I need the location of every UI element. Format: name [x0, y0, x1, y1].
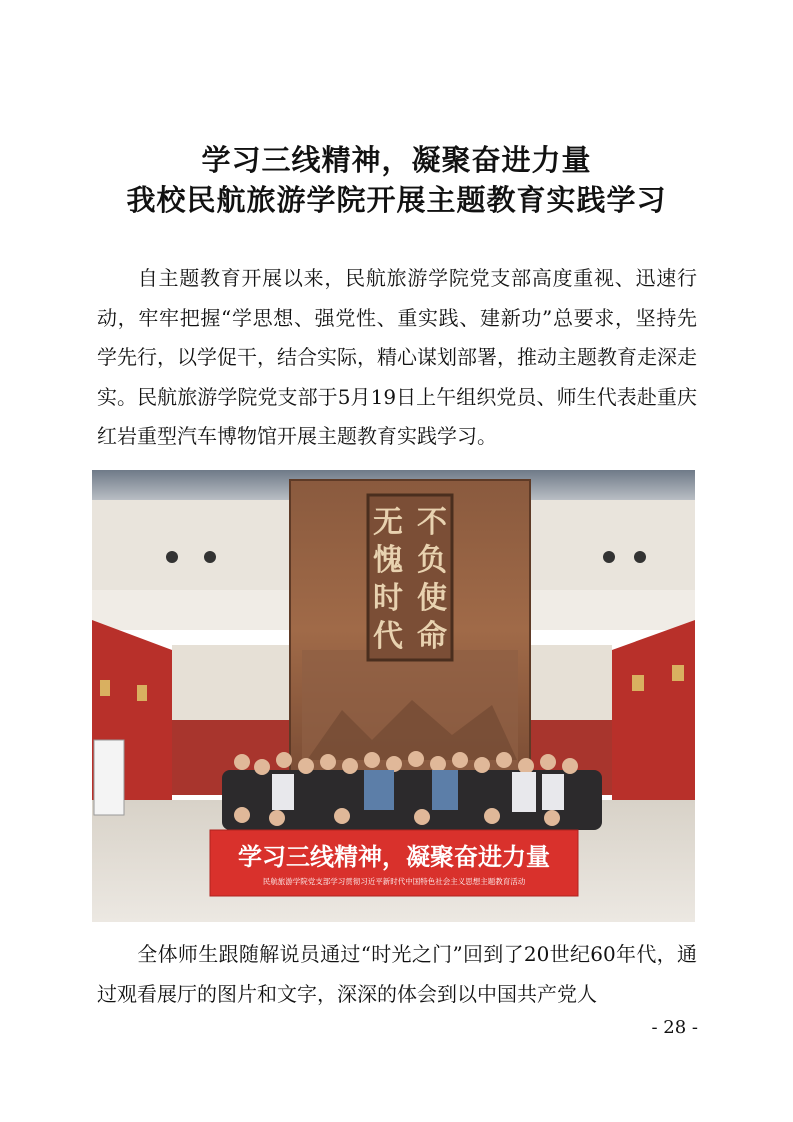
slogan-right-2: 负: [417, 543, 447, 578]
paragraph-1-text: 自主题教育开展以来，民航旅游学院党支部高度重视、迅速行动，牢牢把握“学思想、强党性、重实践、建新功”总要求，坚持先学先行，以学促干，结合实际，精心谋划部署，推动主题教育走深走实。民航旅游学院党支部于5月19日上午组织党员、师生代表赴重庆红岩重型汽车博物馆开展主题教育实践学习。: [97, 266, 697, 448]
group-people: [222, 751, 602, 830]
page-number: - 28 -: [651, 1017, 698, 1038]
slogan-right-4: 命: [417, 619, 447, 654]
slogan-left-2: 愧: [373, 543, 403, 578]
slogan-left-3: 时: [373, 581, 403, 616]
paragraph-1: [97, 259, 697, 457]
title-line-1: 学习三线精神，凝聚奋进力量: [201, 143, 592, 177]
paragraph-2: [97, 935, 697, 1014]
slogan-left-1: 无: [373, 505, 403, 540]
slogan-right-1: 不: [417, 505, 447, 540]
banner-sub-text: 民航旅游学院党支部学习贯彻习近平新时代中国特色社会主义思想主题教育活动: [262, 877, 526, 886]
paragraph-2-text: 全体师生跟随解说员通过“时光之门”回到了20世纪60年代，通过观看展厅的图片和文字，深深的体会到以中国共产党人: [97, 942, 697, 1006]
slogan-right-3: 使: [417, 581, 447, 616]
group-photo: [92, 470, 695, 922]
title-line-2: 我校民航旅游学院开展主题教育实践学习: [126, 183, 667, 217]
slogan-left-4: 代: [373, 619, 403, 654]
banner-main-text: 学习三线精神，凝聚奋进力量: [238, 843, 550, 871]
